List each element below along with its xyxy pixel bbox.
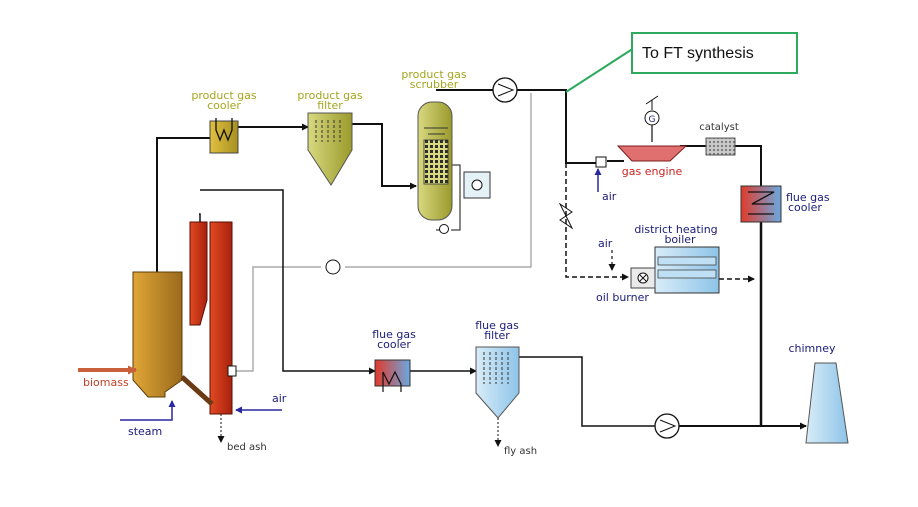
- label-generator: G: [648, 115, 656, 125]
- label-oil-burner: oil burner: [596, 291, 649, 304]
- product-gas-cooler-box: [210, 121, 238, 153]
- gasifier-vessel: [133, 272, 182, 397]
- product-gas-filter: [308, 113, 352, 185]
- flue-gas-cooler-bottom-box: [375, 360, 410, 386]
- label-product-gas-cooler-2: cooler: [207, 99, 241, 112]
- label-bed-ash: bed ash: [227, 442, 267, 453]
- flue-gas-filter: [476, 347, 519, 418]
- label-product-gas-filter-2: filter: [317, 99, 343, 112]
- combustor-riser: [210, 222, 232, 414]
- combustor-left-leg: [190, 222, 207, 325]
- label-gas-engine: gas engine: [621, 165, 683, 178]
- pipe-blower-to-engine: [517, 90, 596, 163]
- label-air-burner: air: [598, 237, 613, 250]
- gasifier: [133, 272, 182, 397]
- steam-arrow: [120, 401, 172, 420]
- label-flue-gas-cooler-bottom-1: flue gas: [372, 328, 416, 341]
- label-chimney: chimney: [788, 342, 836, 355]
- scrubber-exchanger-icon: [472, 180, 482, 190]
- pipe-filter-to-scrubber: [352, 124, 416, 186]
- label-flue-gas-cooler-right-2: cooler: [788, 201, 822, 214]
- callout-to-ft-synthesis: [632, 33, 797, 73]
- label-catalyst: catalyst: [699, 122, 739, 133]
- label-air-gasifier: air: [272, 392, 287, 405]
- product-gas-cooler: [210, 118, 238, 153]
- label-product-gas-cooler-1: product gas: [191, 89, 257, 102]
- air-mixer: [596, 157, 606, 167]
- label-flue-gas-cooler-right-1: flue gas: [786, 191, 830, 204]
- combustor: [182, 214, 236, 414]
- siphon-valve: [228, 366, 236, 376]
- pipe-dashed-to-burner: [566, 163, 628, 277]
- flue-gas-cooler-right: [741, 186, 781, 222]
- label-fly-ash: fly ash: [504, 446, 538, 457]
- recycle-blower-icon: [326, 260, 340, 274]
- product-gas-scrubber: [418, 102, 490, 234]
- label-flue-gas-cooler-bottom-2: cooler: [377, 338, 411, 351]
- gas-engine-body: [618, 146, 686, 161]
- label-air-engine: air: [602, 190, 617, 203]
- label-product-gas-filter-1: product gas: [297, 89, 363, 102]
- label-steam: steam: [128, 425, 163, 438]
- scrubber-packing: [424, 140, 448, 184]
- label-district-heating-2: boiler: [664, 233, 696, 246]
- label-biomass: biomass: [83, 376, 129, 389]
- label-flue-gas-filter-1: flue gas: [475, 319, 519, 332]
- catalyst-box: [706, 138, 735, 155]
- chimney-icon: [806, 363, 848, 443]
- flue-gas-cooler-bottom: [375, 360, 410, 392]
- label-district-heating-1: district heating: [634, 223, 718, 236]
- loop-seal: [182, 377, 212, 404]
- product-gas-filter-body: [308, 113, 352, 185]
- pipe-catalyst-to-fluegas: [735, 146, 761, 186]
- pipe-fgfilter-to-fan: [519, 357, 655, 426]
- valve-icon: [560, 204, 572, 228]
- gas-engine: [596, 96, 686, 167]
- callout-text: To FT synthesis: [642, 45, 754, 62]
- label-product-gas-scrubber-2: scrubber: [409, 78, 459, 91]
- label-flue-gas-filter-2: filter: [484, 329, 510, 342]
- callout-connector: [566, 48, 634, 92]
- scrubber-pump-icon: [440, 225, 449, 234]
- district-heating-boiler: [631, 247, 719, 293]
- label-product-gas-scrubber-1: product gas: [401, 68, 467, 81]
- flue-gas-filter-body: [476, 347, 519, 418]
